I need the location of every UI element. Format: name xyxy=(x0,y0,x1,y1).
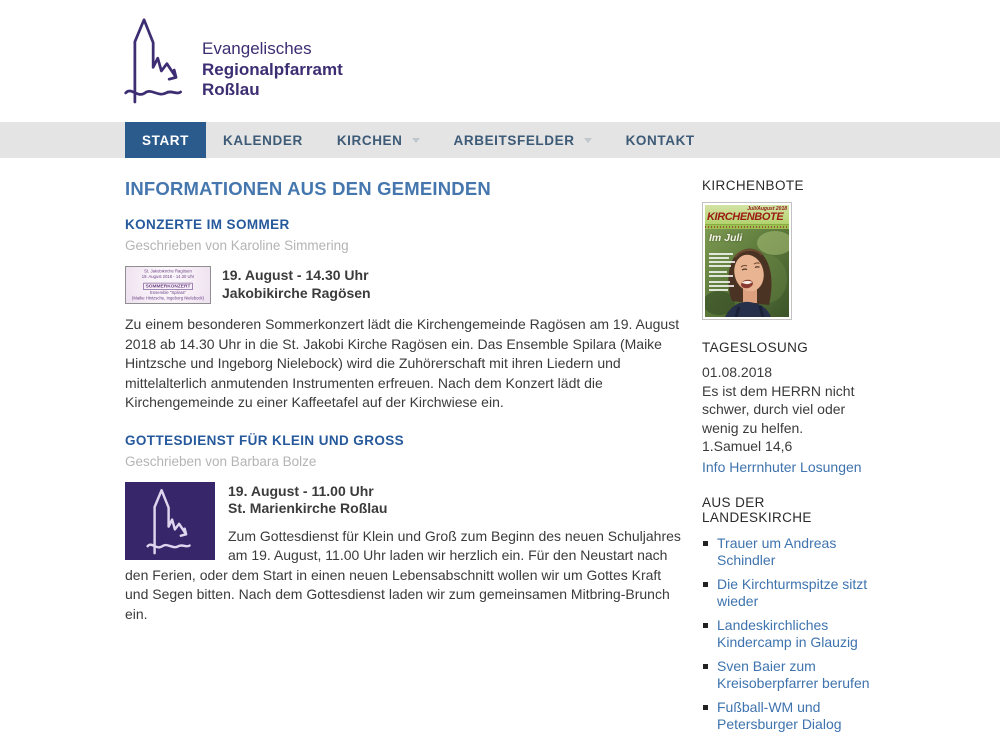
chevron-down-icon xyxy=(584,138,592,143)
list-item xyxy=(702,699,877,734)
flyer-line: 19. August 2018 - 14.30 Uhr xyxy=(141,275,195,280)
article-byline: Geschrieben von Karoline Simmering xyxy=(125,238,349,253)
page-title: INFORMATIONEN AUS DEN GEMEINDEN xyxy=(125,178,491,199)
cover-masthead xyxy=(705,205,789,224)
article-heading-link[interactable]: GOTTESDIENST FÜR KLEIN UND GROSS xyxy=(125,432,405,448)
article-gottesdienst xyxy=(125,433,682,625)
list-item xyxy=(702,658,877,693)
sidebar-heading-kirchenbote: KIRCHENBOTE xyxy=(702,178,804,193)
chevron-down-icon xyxy=(412,138,420,143)
site-title-line3: Roßlau xyxy=(202,80,260,99)
main-nav xyxy=(0,122,1000,158)
sidebar-heading-landeskirche: AUS DER LANDESKIRCHE xyxy=(702,494,812,525)
article-heading-link[interactable]: KONZERTE IM SOMMER xyxy=(125,217,290,232)
nav-item-kirchen[interactable] xyxy=(320,122,437,158)
main-column xyxy=(125,178,682,740)
event-location: St. Marienkirche Roßlau xyxy=(228,500,388,516)
list-item xyxy=(702,535,877,570)
sidebar xyxy=(702,178,877,740)
nav-item-kalender-label: KALENDER xyxy=(223,132,303,148)
nav-item-start[interactable] xyxy=(125,122,206,158)
cover-title: KIRCHENBOTE xyxy=(707,211,784,223)
list-item xyxy=(702,576,877,611)
site-header xyxy=(0,0,1000,122)
list-item xyxy=(702,617,877,652)
flyer-line: (Maike Hintzsche, Ingeborg Nielebock) xyxy=(131,296,205,301)
flyer-line: St. Jakobikirche Ragösen xyxy=(144,269,192,274)
site-title-line1: Evangelisches xyxy=(202,39,312,58)
cover-text-lines xyxy=(709,253,735,293)
nav-item-kirchen-label: KIRCHEN xyxy=(336,132,403,148)
tageslosung-date: 01.08.2018 xyxy=(702,364,773,380)
kirchenbote-cover-link[interactable] xyxy=(702,202,792,320)
nav-item-kontakt[interactable] xyxy=(609,122,712,158)
nav-item-arbeitsfelder[interactable] xyxy=(437,122,609,158)
church-logo-thumbnail xyxy=(125,482,215,560)
cover-caption: Im Juli xyxy=(709,232,743,244)
landeskirche-link[interactable]: Landeskirchliches Kindercamp in Glauzig xyxy=(717,616,858,650)
site-logo[interactable] xyxy=(123,0,1000,107)
tageslosung-verse: Es ist dem HERRN nicht schwer, durch viel oder wenig zu helfen. xyxy=(702,382,855,436)
article-byline: Geschrieben von Barbara Bolze xyxy=(125,453,317,469)
nav-item-kalender[interactable] xyxy=(206,122,320,158)
page-content xyxy=(125,158,877,740)
flyer-line: Ensemble "Spilara" xyxy=(150,291,186,296)
article-konzerte xyxy=(125,217,682,413)
cover-issue-date: Juli/August 2018 xyxy=(747,206,787,212)
landeskirche-link[interactable]: Sven Baier zum Kreisoberpfarrer berufen xyxy=(717,657,870,691)
article-body: Zum Gottesdienst für Klein und Groß zum Beginn des neuen Schuljahres am 19. August, 11.00 Uhr laden wir herzlich ein. Für den Neustart nach den Ferien, oder dem Start in einen neuen Lebensabschnitt wollen wir um Gottes Kraft und Segen bitten. Nach dem Gottesdienst laden wir zum gemeinsamen Mitbring-Brunch ein. xyxy=(125,527,681,622)
nav-item-start-label: START xyxy=(142,132,189,148)
concert-flyer-thumbnail xyxy=(125,266,211,304)
event-datetime: 19. August - 14.30 Uhr xyxy=(222,267,369,283)
sidebar-heading-tageslosung: TAGESLOSUNG xyxy=(702,340,809,355)
flyer-line: SOMMERKONZERT xyxy=(143,283,193,290)
herrnhuter-losungen-link[interactable]: Info Herrnhuter Losungen xyxy=(702,458,862,475)
landeskirche-link[interactable]: Trauer um Andreas Schindler xyxy=(717,534,837,568)
event-info xyxy=(222,266,371,304)
article-body: Zu einem besonderen Sommerkonzert lädt die Kirchengemeinde Ragösen am 19. August 2018 ab 14.30 Uhr in die St. Jakobi Kirche Ragösen ein. Das Ensemble Spilara (Maike Hintzsche und Ingeborg Nielebock) wird die Zuhörerschaft mit ihren Liedern und mittelalterlich anmutenden Instrumenten erfreuen. Nach dem Konzert lädt die Kirchengemeinde zu einer Kaffeetafel auf der Kirchwiese ein. xyxy=(125,316,680,410)
nav-item-kontakt-label: KONTAKT xyxy=(625,132,695,148)
landeskirche-link-list xyxy=(702,535,877,734)
event-datetime: 19. August - 11.00 Uhr xyxy=(228,482,374,499)
nav-item-arbeitsfelder-label: ARBEITSFELDER xyxy=(453,132,575,148)
landeskirche-link[interactable]: Die Kirchturmspitze sitzt wieder xyxy=(717,575,868,609)
site-title xyxy=(202,39,343,101)
landeskirche-link[interactable]: Fußball-WM und Petersburger Dialog xyxy=(717,698,842,732)
church-logo-icon xyxy=(123,13,187,107)
site-title-line2: Regionalpfarramt xyxy=(202,59,343,79)
event-location: Jakobikirche Ragösen xyxy=(222,284,371,301)
cover-photo xyxy=(705,229,789,317)
tageslosung-reference: 1.Samuel 14,6 xyxy=(702,438,793,454)
